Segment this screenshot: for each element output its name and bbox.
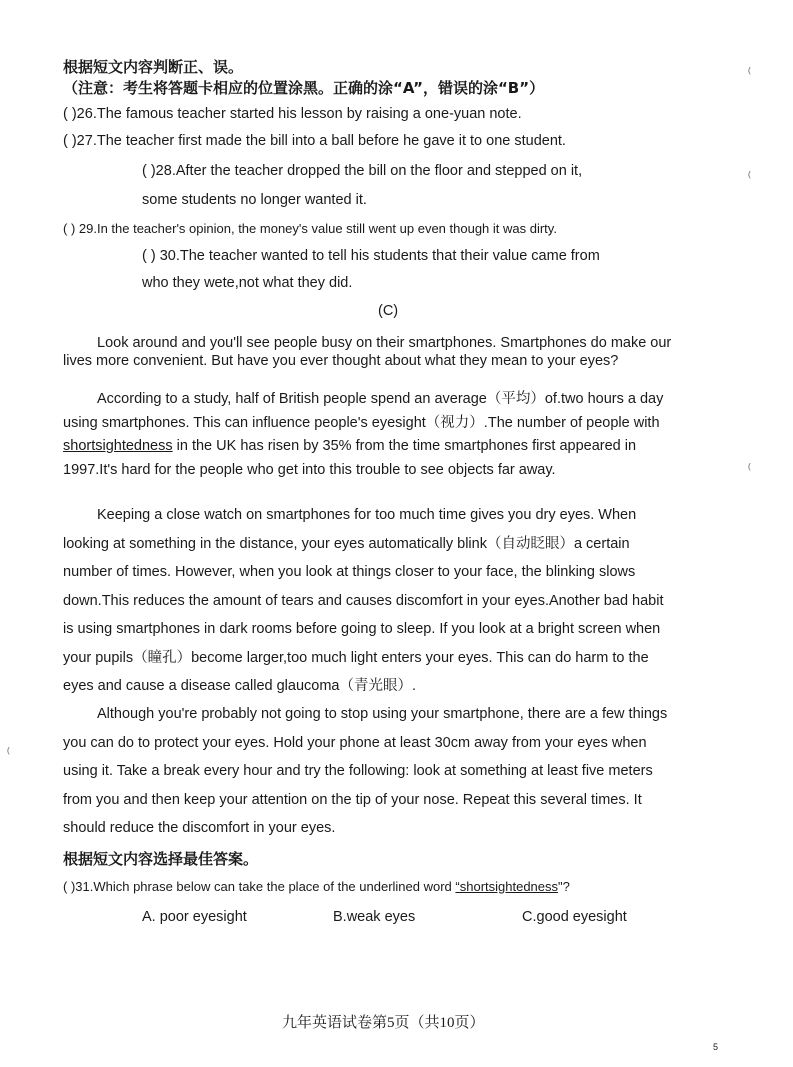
passage-paragraph-2: [63, 388, 677, 482]
question-28-line1: ( )28.After the teacher dropped the bill on the floor and stepped on it,: [142, 163, 583, 179]
answer-sheet-note: （注意：考生将答题卡相应的位置涂黑。正确的涂“A”，错误的涂“B”）: [63, 79, 545, 97]
question-31-underlined-word: “shortsightedness: [455, 879, 559, 894]
passage-paragraph-4: [63, 700, 677, 843]
option-c: C.good eyesight: [522, 909, 627, 925]
underlined-word-shortsightedness: shortsightedness: [63, 438, 173, 454]
option-b: B.weak eyes: [333, 909, 416, 925]
section-instruction-true-false: 根据短文内容判断正、误。: [63, 58, 244, 76]
question-31-suffix: "?: [558, 879, 570, 894]
passage-paragraph-1-text: Look around and you'll see people busy on their smartphones. Smartphones do make our lives more convenient. But have you ever thought about what they mean to your eyes?: [63, 335, 672, 369]
passage-paragraph-2-text-a: According to a study, half of British people spend an average（平均）of.two hours a day using smartphones. This can influence people's eyesight（视力）.The number of people with: [63, 391, 664, 431]
scan-mark: (: [748, 462, 751, 471]
page-number: 5: [713, 1042, 719, 1052]
section-label: (C): [378, 303, 399, 319]
scan-mark: (: [7, 746, 10, 755]
question-31-prefix: ( )31.Which phrase below can take the place of the underlined word: [63, 879, 456, 894]
passage-paragraph-3-text: Keeping a close watch on smartphones for too much time gives you dry eyes. When looking at something in the distance, your eyes automatically blink（自动眨眼）a certain number of times. However, when you look at things closer to your face, the blinking slows down.This reduces the amount of tears and causes discomfort in your eyes.Another bad habit is using smartphones in dark rooms before going to sleep. If you look at a bright screen when your pupils（瞳孔）become larger,too much light enters your eyes. This can do harm to the eyes and cause a disease called glaucoma（青光眼）.: [63, 507, 664, 694]
question-30-line1: ( ) 30.The teacher wanted to tell his students that their value came from: [142, 248, 600, 264]
question-31: [63, 879, 570, 894]
question-28-line2: some students no longer wanted it.: [142, 192, 367, 208]
passage-paragraph-4-text: Although you're probably not going to stop using your smartphone, there are a few things you can do to protect your eyes. Hold your phone at least 30cm away from your eyes when using it. Take a break every hour and try the following: look at something at least five meters from you and then keep your attention on the tip of your nose. Repeat this several times. It should reduce the discomfort in your eyes.: [63, 706, 668, 836]
passage-paragraph-2-text-b: in the UK has risen by 35% from the time smartphones first appeared in 1997.It's hard for the people who get into this trouble to see objects far away.: [63, 438, 637, 478]
scan-mark: (: [748, 170, 751, 179]
page-footer: 九年英语试卷第5页（共10页）: [282, 1015, 485, 1031]
section-instruction-multiple-choice: 根据短文内容选择最佳答案。: [63, 850, 259, 868]
passage-paragraph-1: [63, 334, 677, 370]
question-30-line2: who they wete,not what they did.: [142, 275, 353, 291]
question-26: ( )26.The famous teacher started his lesson by raising a one-yuan note.: [63, 106, 522, 122]
scan-mark: (: [748, 66, 751, 75]
question-27: ( )27.The teacher first made the bill into a ball before he gave it to one student.: [63, 133, 566, 149]
passage-paragraph-3: [63, 501, 677, 701]
question-29: ( ) 29.In the teacher's opinion, the money's value still went up even though it was dirty.: [63, 221, 557, 236]
option-a: A. poor eyesight: [142, 909, 247, 925]
